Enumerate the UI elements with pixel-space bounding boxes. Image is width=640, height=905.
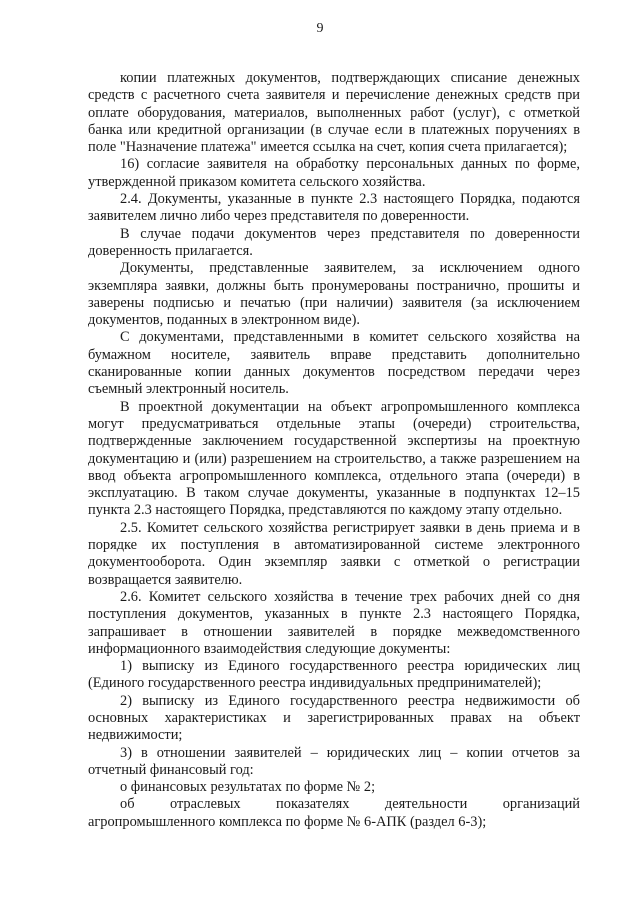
paragraph-2-6-item-1: 1) выписку из Единого государственного реестра юридических лиц (Единого государственного реестра индивидуальных предпринимателей); <box>88 658 580 692</box>
paragraph-proxy: В случае подачи документов через представителя по доверенности доверенность прилагается. <box>88 225 580 259</box>
paragraph-2-4: 2.4. Документы, указанные в пункте 2.3 настоящего Порядка, подаются заявителем лично либо через представителя по доверенности. <box>88 191 580 225</box>
paragraph-2-6-item-2: 2) выписку из Единого государственного реестра недвижимости об основных характеристиках и зарегистрированных правах на объект недвижимости; <box>88 692 580 744</box>
paragraph-form-6-apk: об отраслевых показателях деятельности организаций агропромышленного комплекса по форме № 6-АПК (раздел 6-3); <box>88 796 580 830</box>
document-body <box>88 70 580 831</box>
paragraph-2-6: 2.6. Комитет сельского хозяйства в течение трех рабочих дней со дня поступления документов, указанных в пункте 2.3 настоящего Порядка, запрашивает в отношении заявителей в порядке межведомственного информационного взаимодействия следующие документы: <box>88 588 580 657</box>
paragraph-form-2: о финансовых результатах по форме № 2; <box>120 779 376 796</box>
paragraph-item-16: 16) согласие заявителя на обработку персональных данных по форме, утвержденной приказом комитета сельского хозяйства. <box>88 156 580 190</box>
page-number: 9 <box>316 21 324 36</box>
paragraph-scanned-copies: С документами, представленными в комитет сельского хозяйства на бумажном носителе, заявитель вправе представить дополнительно сканированные копии данных документов посредством передачи через съемный электронный носитель. <box>88 329 580 398</box>
paragraph-2-6-item-3: 3) в отношении заявителей – юридических лиц – копии отчетов за отчетный финансовый год: <box>88 744 580 778</box>
paragraph-numbering: Документы, представленные заявителем, за исключением одного экземпляра заявки, должны быть пронумерованы постранично, прошиты и заверены подписью и печатью (при наличии) заявителя (за исключением документов, поданных в электронном виде). <box>88 260 580 329</box>
paragraph-2-5: 2.5. Комитет сельского хозяйства регистрирует заявки в день приема и в порядке их поступления в автоматизированной системе электронного документооборота. Один экземпляр заявки с отметкой о регистрации возвращается заявителю. <box>88 519 580 588</box>
paragraph-payment-documents: копии платежных документов, подтверждающих списание денежных средств с расчетного счета заявителя и перечисление денежных средств при оплате оборудования, материалов, выполненных работ (услуг), с отметкой банка или кредитной организации (в случае если в платежных поручениях в поле "Назначение платежа" имеется ссылка на счет, копия счета прилагается); <box>88 70 580 156</box>
paragraph-project-stages: В проектной документации на объект агропромышленного комплекса могут предусматриваться отдельные этапы (очереди) строительства, подтвержденные заключением государственной экспертизы на проектную документацию и (или) разрешением на строительство, а также разрешением на ввод объекта агропромышленного комплекса, отдельного этапа (очереди) в эксплуатацию. В таком случае документы, указанные в подпунктах 12–15 пункта 2.3 настоящего Порядка, представляются по каждому этапу отдельно. <box>88 398 580 519</box>
